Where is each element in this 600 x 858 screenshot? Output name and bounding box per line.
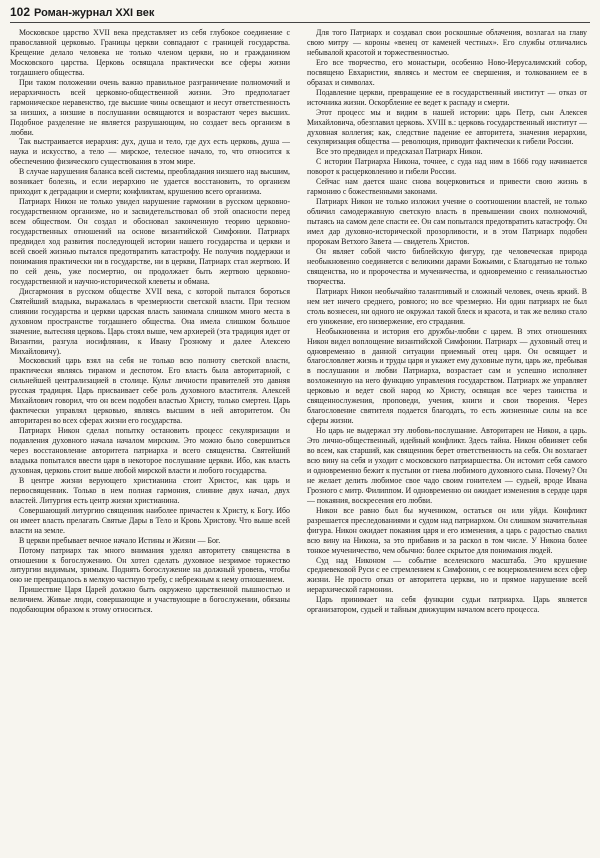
paragraph: В церкви пребывает вечное начало Истины и Жизни — Бог.	[19, 535, 221, 545]
paragraph: Патриарх Никон не только изложил учение о соотношении властей, не только обличил самодержавную светскую власть в превышении своих полномочий, пытаясь на самом деле спасти ее. Он сам попытался предотвратить катастрофу. Он имел дар духовно-исторической прозорливости, и в этом Патриарх подобен пророкам Ветхого Завета — свидетель Христов.	[307, 197, 587, 247]
paragraph: Патриарх Никон необычайно талантливый и сложный человек, очень яркий. В нем нет ничего среднего, ровного; но все чрезмерно. Ни один патриарх не был столь вознесен, ни одного не окружал такой блеск и красота, и так же велико стало его унижение, его низвержение, его страдания.	[307, 286, 587, 326]
right-column	[307, 28, 587, 856]
paragraph: Для того Патриарх и создавал свои роскошные облачения, возлагал на главу свою митру — короны «венец от каменей честных». Его службы отличались небывалой красотой и торжественностью.	[307, 28, 587, 57]
paragraph: Царь принимает на себя функции судьи патриарха. Царь является организатором, судьей и тайным движущим началом всего процесса.	[307, 595, 587, 615]
paragraph: Этот процесс мы и видим в нашей истории: царь Петр, сын Алексея Михайловича, обезглавил церковь. XVIII в.: церковь государственный институт — духовная коллегия; как, следствие падение ее авторитета, значения иерархии, секуляризация общества — революция, приводит фактически к гибели России.	[307, 107, 587, 147]
paragraph: Он являет собой чисто библейскую фигуру, где человеческая природа необыкновенно соединяется с великими дарами Божьими, с Благодатью не только священства, но и пророчества и мученичества, и одновременно с гениальностью творчества.	[307, 246, 587, 286]
paragraph: Но царь не выдержал эту любовь-послушание. Авторитарен не Никон, а царь. Это лично-общественный, идейный конфликт. Здесь тайна. Никон обвиняет себя во всем, как старший, как священник берет ответственность на себя. Он возлагает всю вину на себя и уходит с московского патриаршества. Он истомит себя самого и одновременно бежит к пустыни от гнева любимого духовного сына. Почему? Он не желает делить любимое свое чадо своим гонителем — судьей, вроде Ивана Грозного с митр. Филиппом. И одновременно он ожидает изменения в сердце царя — покаяния, воскресения его любви.	[307, 426, 587, 505]
paragraph: Суд над Никоном — событие вселенского масштаба. Это крушение средневековой Руси с ее стремлением к Симфонии, с ее воцерковлением всех сфер жизни. Не просто отказ от авторитета церкви, но и прямое нарушение всей иерархической гармонии.	[307, 555, 587, 595]
paragraph: Дисгармония в русском обществе XVII века, с которой пытался бороться Святейший владыка, выражалась в чрезмерности светской власти. При тесном слиянии государства и церкви царская власть занимала слишком много места в духовном пространстве тогдашнего общества. Она имела слишком большое значение, вытесняя церковь. Царь стоял выше, чем архиерей (эта традиция идет от Византии, разгула иосифлянин, к Ивану Грозному и далее Алексею Михайловичу).	[10, 286, 290, 356]
paragraph: В центре жизни верующего христианина стоит Христос, как царь и первосвященник. Только в нем полная гармония, слияние двух начал, двух властей. Литургия есть центр жизни христианина.	[10, 475, 290, 505]
paragraph: Подавление церкви, превращение ее в государственный институт — отказ от источника жизни. Оскорбление ее ведет к распаду и смерти.	[307, 87, 587, 107]
page-header	[10, 5, 590, 21]
paragraph: Потому патриарх так много внимания уделял авторитету священства в отношении к богослужению. Он хотел сделать духовное незримое торжество литургии видимым, зримым. Поднять богослужение на должный уровень, чтобы оно не превращалось в мелкую частную требу, с небрежным к нему отношением.	[10, 545, 290, 585]
paragraph: Московское царство XVII века представляет из себя глубокое соединение с православной церковью. Границы церкви совпадают с границей государства. Крещение делало человека не только членом церкви, но и гражданином Московского царства. Церковь освящала практически все сферы жизни тогдашнего общества.	[10, 28, 290, 77]
paragraph: Все это предвидел и предсказал Патриарх Никон.	[316, 147, 483, 157]
paragraph: Сейчас нам дается шанс снова воцерковиться и привести свою жизнь в гармонию с божественными законами.	[307, 177, 587, 197]
paragraph: Пришествие Царя Царей должно быть окружено царственной пышностью и величием. Живые люди, совершающие и участвующие в богослужении, обязаны подобающим образом к этому относиться.	[10, 585, 290, 615]
page-number: 102	[10, 5, 31, 19]
header-divider	[10, 22, 590, 23]
paragraph: Никон все равно был бы мучеником, остаться он или уйди. Конфликт разрешается преследованиями и судом над патриархом. Он слишком значительная фигура. Никон ожидает покаяния царя и его изменения, а царь с радостью свалил всю вину на Никона, за это прибавив и за раскол в том числе. У Никона более тонкое мученичество, чем обычно: более скрытое для понимания людей.	[307, 505, 587, 555]
journal-title: Роман-журнал XXI век	[34, 7, 155, 19]
paragraph: Патриарх Никон сделал попытку остановить процесс секуляризации и подавления духовного начала началом мирским. Это можно было совершиться через восстановление авторитета патриарха и всего священства. Святейший владыка попытался ввести царя в некоторое послушание церкви. Ибо, как власть духовная, церковь стоит выше любой мирской власти и любого государства.	[10, 426, 290, 475]
paragraph: Совершающий литургию священник наиболее причастен к Христу, к Богу. Ибо он имеет власть прелагать Святые Дары в Тело и Кровь Христову. Что выше всей власти на земле.	[10, 505, 290, 535]
left-column	[10, 28, 290, 856]
paragraph: Его все творчество, его монастыри, особенно Ново-Иерусалимский собор, посвящено Евхаристии, являясь и местом ее свершения, и толкованием ее в образах и символах.	[307, 57, 587, 87]
paragraph: В случае нарушения баланса всей системы, преобладания низшего над высшим, возникает болезнь, и если иерархию не удается восстановить, то организм приходит к деградации и смерти; конфликтам, крушению всего организма.	[10, 167, 290, 197]
paragraph: С истории Патриарха Никона, точнее, с суда над ним в 1666 году начинается поворот к расцерковлению и гибели России.	[307, 157, 587, 177]
paragraph: Патриарх Никон не только увидел нарушение гармонии в русском церковно-государственном организме, но и засвидетельствовал об этой опасности перед всем обществом. Он создал и обосновал законченную теорию церковно-государственных отношений на основе византийской Симфонии. Патриарх предвидел ход развития последующей истории нашего государства и церкви и всей своей жизнью пытался предотвратить катастрофу. Не получив поддержки и понимания практически ни в государстве, ни в церкви, Патриарх стал жертвою. И по сей день, уже посмертно, он продолжает быть жертвою церковно-государственной и научно-исторической клеветы и обмана.	[10, 197, 290, 286]
paragraph: Необыкновенна и история его дружбы-любви с царем. В этих отношениях Никон видел воплощение византийской Симфонии. Патриарх — духовный отец и одновременно в данной ситуации приемный отец царя. Он освящает и благословляет жизнь и труды царя и укажет ему духовные пути, царь же, пребывая в послушании и любви Патриарха, возрастает сам и успешно исполняет возложенную на него функцию управления государством. Патриарх же управляет церковью и ведет свой народ ко Христу, освящая все через таинства и священнослужения, проповеди, учения, книги и свои творения. Через благословение святителя подается благодать, то есть жизненные силы на все сферы жизни.	[307, 326, 587, 426]
paragraph: Московский царь взял на себя не только всю полноту светской власти, практически являясь тираном и деспотом. Его власть была авторитарной, с сильнейшей централизацией в столице. Культ личности правителей это давняя русская традиция. Царь присваивает себе роль духовного властителя. Алексей Михайлович говорил, что он всем подобен властью Христу, только смертен. Царь фактически управлял церковью, являясь высшим в ней авторитетом. Он авторитарен во всех сферах жизни его государства.	[10, 356, 290, 426]
paragraph: Так выстраивается иерархия: дух, душа и тело, где дух есть церковь, душа — наука и искусство, а тело — мирское, телесное начало, то, что относится к обеспечению физического существования в этом мире.	[10, 137, 290, 167]
paragraph: При таком положении очень важно правильное разграничение полномочий и иерархичность всей церковно-общественной жизни. Это предполагает гармоническое неравенство, где высшие чины освещают и несут ответственность за низших, а низшие в послушании освящаются и возрастают через высших. Подобное разделение не является разрушающим, но создает весь организм в любви.	[10, 77, 290, 137]
